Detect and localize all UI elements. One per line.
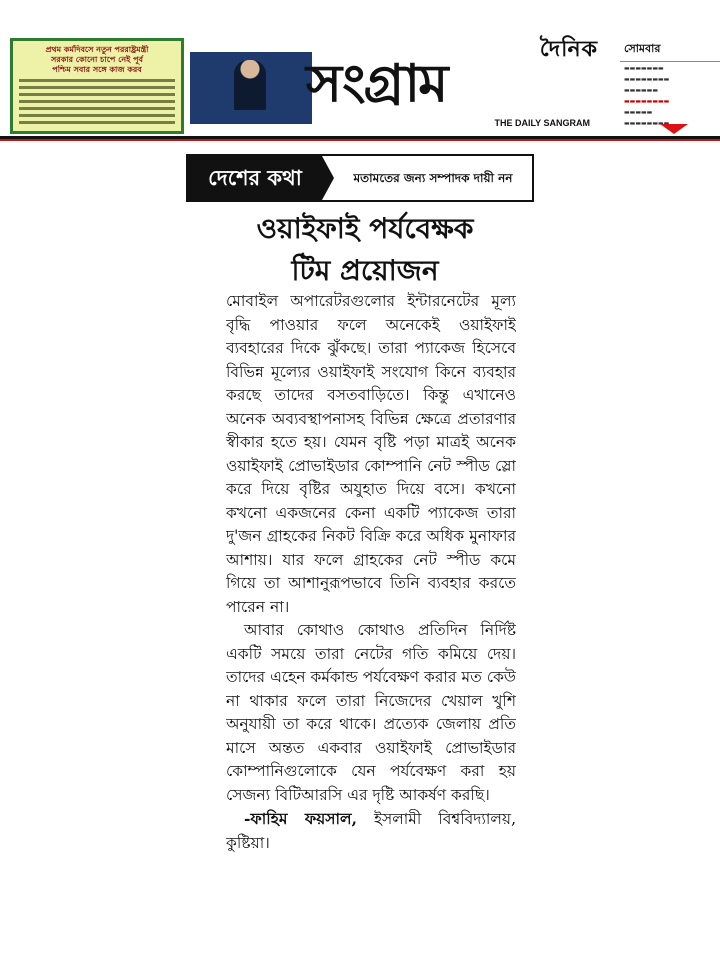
logo-daily-text: দৈনিক xyxy=(539,37,598,62)
promo-text-line xyxy=(19,93,175,96)
promo-headline-1: প্রথম কর্মদিবসে নতুন পররাষ্ট্রমন্ত্রী xyxy=(45,45,149,54)
issue-info-line: ▬▬▬▬▬▬▬▬ xyxy=(624,98,670,105)
headline-line-1: ওয়াইফাই পর্যবেক্ষক xyxy=(256,212,474,245)
column-disclaimer: মতামতের জন্য সম্পাদক দায়ী নন xyxy=(353,171,513,185)
logo-main-text: সংগ্রাম xyxy=(306,54,447,114)
article-author: -ফাহিম ফয়সাল, xyxy=(244,809,357,828)
promo-headline-3: পশ্চিম সবার সঙ্গে কাজ করব xyxy=(52,65,142,74)
red-arrow-icon xyxy=(660,124,688,134)
issue-info-line: ▬▬▬▬▬▬ xyxy=(624,87,659,94)
newspaper-masthead xyxy=(0,0,720,140)
promo-news-box xyxy=(10,38,184,134)
article-paragraph-1: মোবাইল অপারেটরগুলোর ইন্টারনেটের মূল্য বৃদ্ধি পাওয়ার ফলে অনেকেই ওয়াইফাই ব্যবহারের দিকে ঝুঁকছে। তারা প্যাকেজ হিসেবে বিভিন্ন মূল্যের ওয়াইফাই সংযোগ কিনে ব্যবহার করছে তাদের বসতবাড়িতে। কিন্তু এখানেও অনেক অব্যবস্থাপনাসহ বিভিন্ন ক্ষেত্রে প্রতারণার স্বীকার হতে হয়। যেমন বৃষ্টি পড়া মাত্রই অনেক ওয়াইফাই প্রোভাইডার কোম্পানি নেট স্পীড স্লো করে দিয়ে বৃষ্টির অযুহাত দিয়ে বসে। কখনো কখনো একজনের কেনা একটি প্যাকেজ তারা দু'জন গ্রাহকের নিকট বিক্রি করে অধিক মুনাফার আশায়। যার ফলে গ্রাহকের নেট স্পীড কমে গিয়ে তা আশানুরূপভাবে তিনি ব্যবহার করতে পারেন না। xyxy=(226,292,516,616)
issue-info-line: ▬▬▬▬▬▬▬ xyxy=(624,65,664,72)
newspaper-logo xyxy=(300,32,612,136)
promo-text-line xyxy=(19,107,175,110)
column-name: দেশের কথা xyxy=(188,156,322,200)
article-paragraph-2: আবার কোথাও কোথাও প্রতিদিন নির্দিষ্ট একটি সময়ে তারা নেটের গতি কমিয়ে দেয়। তাদের এহেন কর্মকান্ড পর্যবেক্ষণ করার মত কেউ না থাকার ফলে তারা নিজেদের খেয়াল খুশি অনুযায়ী তা করে থাকে। প্রত্যেক জেলায় প্রতি মাসে অন্তত একবার ওয়াইফাই প্রোভাইডার কোম্পানিগুলোকে যেন পর্যবেক্ষণ করা হয় সেজন্য বিটিআরসি এর দৃষ্টি আকর্ষণ করছি। xyxy=(226,621,516,804)
issue-weekday: সোমবার xyxy=(620,38,720,62)
issue-info-box xyxy=(620,38,720,134)
article-body xyxy=(226,290,516,954)
article-headline xyxy=(220,208,510,292)
masthead-accent-rule xyxy=(0,139,720,141)
article-affiliation: ইসলামী বিশ্ববিদ্যালয়, কুষ্টিয়া। xyxy=(226,810,516,852)
column-arrow-icon xyxy=(322,156,334,200)
logo-english-text: THE DAILY SANGRAM xyxy=(494,118,590,128)
promo-headline-2: সরকার কোনো চাপে নেই পূর্ব xyxy=(51,55,143,64)
promo-text-line xyxy=(19,100,175,103)
promo-text-line xyxy=(19,114,175,117)
promo-text-line xyxy=(19,121,175,124)
person-figure xyxy=(234,60,266,110)
issue-info-line: ▬▬▬▬▬▬▬▬ xyxy=(624,76,670,83)
news-photo xyxy=(190,52,312,124)
issue-info-line: ▬▬▬▬▬▬▬▬ xyxy=(624,120,670,127)
headline-line-2: টিম প্রয়োজন xyxy=(291,254,439,287)
column-header xyxy=(186,154,534,202)
promo-text-line xyxy=(19,79,175,82)
promo-text-line xyxy=(19,86,175,89)
issue-info-line: ▬▬▬▬▬ xyxy=(624,109,653,116)
